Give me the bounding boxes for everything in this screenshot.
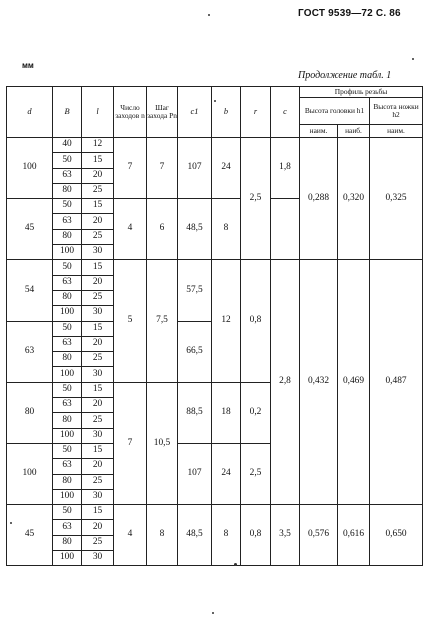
cell-h2-min: 0,487 (370, 260, 423, 505)
cell-starts: 7 (114, 138, 147, 199)
col-header-pitch: Шаг захода Pn (147, 87, 178, 138)
cell-l: 25 (82, 290, 114, 305)
col-header-b: b (212, 87, 241, 138)
col-header-head-height: Высота головки h1 (300, 98, 370, 125)
cell-c: 3,5 (271, 505, 300, 566)
cell-l: 15 (82, 153, 114, 168)
cell-l: 15 (82, 382, 114, 397)
cell-l: 20 (82, 459, 114, 474)
cell-c: 2,8 (271, 260, 300, 505)
scan-speck (10, 522, 12, 524)
col-header-max: наиб. (338, 125, 370, 138)
cell-d: 80 (7, 382, 53, 443)
cell-l: 20 (82, 214, 114, 229)
cell-l: 15 (82, 260, 114, 275)
cell-h1-min: 0,432 (300, 260, 338, 505)
cell-starts: 7 (114, 382, 147, 504)
cell-r: 0,2 (241, 382, 271, 443)
cell-l: 20 (82, 520, 114, 535)
table-row (7, 260, 423, 275)
cell-l: 30 (82, 245, 114, 260)
cell-h2-min: 0,325 (370, 138, 423, 260)
cell-c1: 88,5 (178, 382, 212, 443)
table-row (7, 505, 423, 520)
cell-d: 63 (7, 321, 53, 382)
col-header-b-width: B (53, 87, 82, 138)
cell-b-width: 100 (53, 367, 82, 382)
cell-d: 45 (7, 505, 53, 566)
table-row (7, 138, 423, 153)
cell-b-width: 50 (53, 443, 82, 458)
cell-b-width: 80 (53, 413, 82, 428)
cell-b-width: 80 (53, 535, 82, 550)
cell-h1-min: 0,576 (300, 505, 338, 566)
cell-b-width: 50 (53, 382, 82, 397)
standard-header: ГОСТ 9539—72 С. 86 (298, 8, 401, 19)
cell-c1: 57,5 (178, 260, 212, 321)
scan-speck (212, 612, 214, 614)
cell-b-width: 50 (53, 321, 82, 336)
cell-starts: 4 (114, 505, 147, 566)
cell-l: 20 (82, 168, 114, 183)
cell-b: 8 (212, 505, 241, 566)
scan-speck (234, 563, 237, 566)
col-header-leg-height: Высота ножки h2 (370, 98, 423, 125)
cell-pitch: 7,5 (147, 260, 178, 382)
cell-d: 54 (7, 260, 53, 321)
cell-b-width: 80 (53, 474, 82, 489)
cell-b-width: 63 (53, 459, 82, 474)
cell-h1-max: 0,320 (338, 138, 370, 260)
cell-l: 12 (82, 138, 114, 153)
cell-l: 15 (82, 505, 114, 520)
col-header-starts: Число заходов n (114, 87, 147, 138)
cell-b-width: 63 (53, 520, 82, 535)
col-header-min: наим. (300, 125, 338, 138)
cell-pitch: 8 (147, 505, 178, 566)
scan-speck (214, 100, 216, 102)
cell-b-width: 40 (53, 138, 82, 153)
cell-b-width: 63 (53, 214, 82, 229)
col-header-min-2: наим. (370, 125, 423, 138)
cell-b-width: 80 (53, 183, 82, 198)
cell-b-width: 63 (53, 336, 82, 351)
cell-l: 30 (82, 367, 114, 382)
cell-b-width: 100 (53, 428, 82, 443)
cell-c: 1,8 (271, 138, 300, 199)
cell-b-width: 63 (53, 398, 82, 413)
cell-l: 20 (82, 398, 114, 413)
col-header-c: c (271, 87, 300, 138)
cell-h1-min: 0,288 (300, 138, 338, 260)
scan-speck (412, 58, 414, 60)
cell-c1: 66,5 (178, 321, 212, 382)
cell-c1: 48,5 (178, 199, 212, 260)
cell-d: 45 (7, 199, 53, 260)
cell-b-width: 100 (53, 306, 82, 321)
cell-b-width: 50 (53, 505, 82, 520)
cell-c1: 107 (178, 443, 212, 504)
cell-l: 30 (82, 551, 114, 566)
cell-b: 24 (212, 138, 241, 199)
col-header-c1: c1 (178, 87, 212, 138)
cell-r: 2,5 (241, 443, 271, 504)
cell-r: 0,8 (241, 260, 271, 382)
cell-b-width: 100 (53, 551, 82, 566)
cell-b-width: 50 (53, 199, 82, 214)
cell-l: 15 (82, 199, 114, 214)
thread-parameters-table (6, 86, 423, 566)
cell-l: 25 (82, 352, 114, 367)
cell-starts: 5 (114, 260, 147, 382)
cell-pitch: 7 (147, 138, 178, 199)
cell-l: 30 (82, 306, 114, 321)
cell-h1-max: 0,469 (338, 260, 370, 505)
cell-d: 100 (7, 443, 53, 504)
cell-c1: 107 (178, 138, 212, 199)
cell-b: 18 (212, 382, 241, 443)
col-header-r: r (241, 87, 271, 138)
cell-pitch: 6 (147, 199, 178, 260)
cell-l: 20 (82, 336, 114, 351)
cell-b: 24 (212, 443, 241, 504)
cell-b: 8 (212, 199, 241, 260)
col-header-l: l (82, 87, 114, 138)
cell-pitch: 10,5 (147, 382, 178, 504)
col-header-d: d (7, 87, 53, 138)
cell-r: 0,8 (241, 505, 271, 566)
unit-label: мм (22, 61, 34, 70)
cell-b-width: 80 (53, 352, 82, 367)
cell-d: 100 (7, 138, 53, 199)
cell-b-width: 80 (53, 229, 82, 244)
cell-b-width: 100 (53, 489, 82, 504)
continuation-label: Продолжение табл. 1 (298, 70, 392, 81)
cell-c1: 48,5 (178, 505, 212, 566)
cell-b-width: 50 (53, 153, 82, 168)
cell-l: 15 (82, 321, 114, 336)
cell-l: 25 (82, 413, 114, 428)
cell-l: 25 (82, 535, 114, 550)
cell-b-width: 100 (53, 245, 82, 260)
cell-c (271, 199, 300, 260)
cell-l: 15 (82, 443, 114, 458)
col-header-profile: Профиль резьбы (300, 87, 423, 98)
cell-b: 12 (212, 260, 241, 382)
cell-b-width: 63 (53, 275, 82, 290)
cell-h2-min: 0,650 (370, 505, 423, 566)
cell-b-width: 50 (53, 260, 82, 275)
cell-l: 25 (82, 183, 114, 198)
cell-h1-max: 0,616 (338, 505, 370, 566)
cell-starts: 4 (114, 199, 147, 260)
cell-b-width: 63 (53, 168, 82, 183)
cell-l: 25 (82, 474, 114, 489)
scan-speck (208, 14, 210, 16)
cell-l: 30 (82, 428, 114, 443)
cell-l: 25 (82, 229, 114, 244)
cell-l: 20 (82, 275, 114, 290)
cell-l: 30 (82, 489, 114, 504)
cell-b-width: 80 (53, 290, 82, 305)
cell-r: 2,5 (241, 138, 271, 260)
